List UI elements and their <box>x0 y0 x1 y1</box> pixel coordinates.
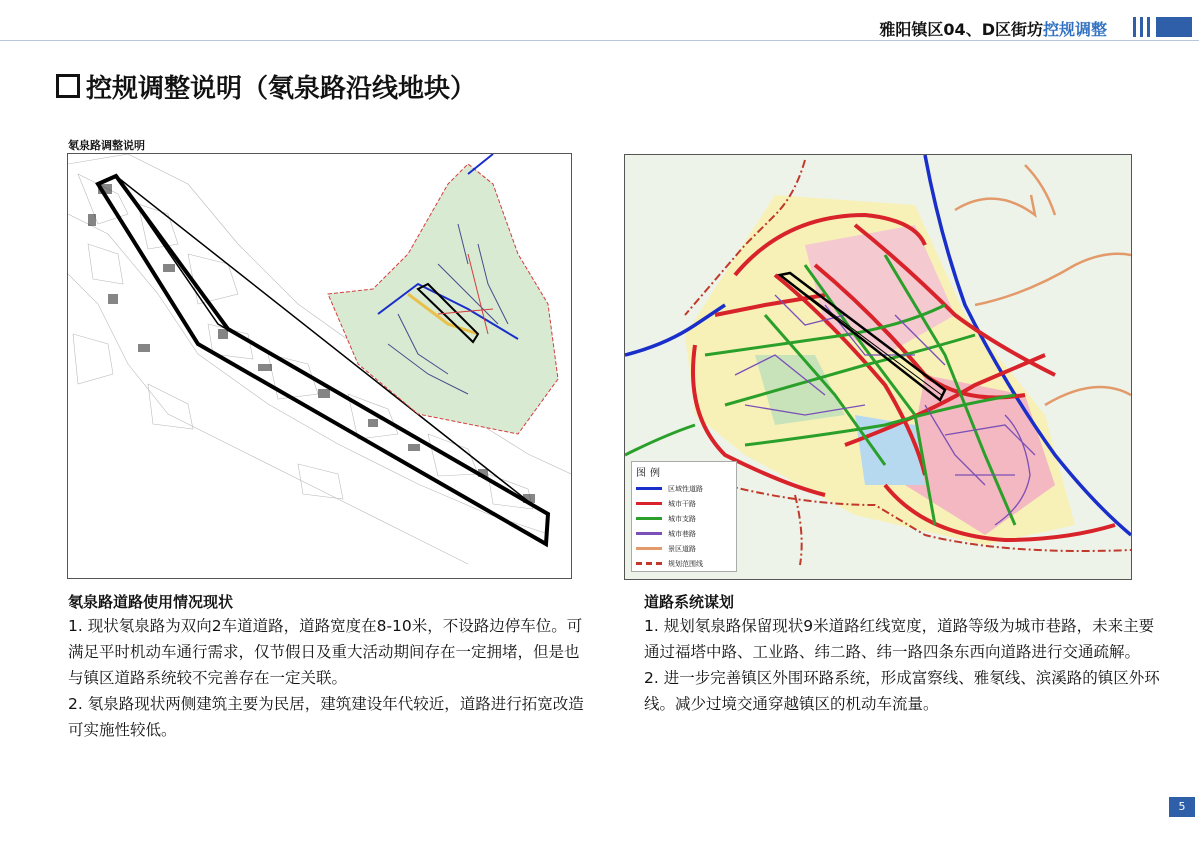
right-paragraph-1: 1. 规划氡泉路保留现状9米道路红线宽度，道路等级为城市巷路，未来主要通过福塔中路、工业路、纬二路、纬一路四条东西向道路进行交通疏解。 <box>644 617 1155 661</box>
left-section-heading: 氡泉路道路使用情况现状 <box>68 593 234 611</box>
right-section-heading: 道路系统谋划 <box>644 593 735 611</box>
left-paragraph-2: 2. 氡泉路现状两侧建筑主要为民居，建筑建设年代较近，道路进行拓宽改造可实施性较低。 <box>68 695 584 739</box>
header-title-main: 雅阳镇区04、D区街坊 <box>879 20 1043 39</box>
legend-item <box>632 496 736 511</box>
legend-label: 景区道路 <box>668 544 696 553</box>
legend-swatch-purple <box>636 532 662 535</box>
header-title <box>879 17 1107 40</box>
left-map <box>67 153 572 579</box>
right-map <box>624 154 1132 580</box>
header-block <box>1156 17 1192 37</box>
map-legend <box>631 461 737 572</box>
legend-title: 图例 <box>636 468 664 479</box>
page-title-text: 控规调整说明（氡泉路沿线地块） <box>86 74 477 104</box>
legend-label: 城市巷路 <box>668 529 696 538</box>
right-paragraph-2: 2. 进一步完善镇区外围环路系统，形成富察线、雅氡线、滨溪路的镇区外环线。减少过境交通穿越镇区的机动车流量。 <box>644 669 1160 713</box>
header-decoration <box>1133 17 1192 37</box>
legend-item <box>632 511 736 526</box>
legend-swatch-orange <box>636 547 662 550</box>
page-number: 5 <box>1169 797 1195 817</box>
header-title-accent: 控规调整 <box>1042 20 1107 39</box>
left-section <box>68 591 588 743</box>
legend-label: 城市支路 <box>668 514 696 523</box>
header-bar <box>1140 17 1143 37</box>
legend-label: 城市干路 <box>668 499 696 508</box>
left-map-drawing <box>68 154 571 578</box>
legend-swatch-dashed <box>636 562 662 565</box>
header-divider <box>0 40 1199 41</box>
legend-swatch-blue <box>636 487 662 490</box>
header-bar <box>1147 17 1150 37</box>
legend-swatch-green <box>636 517 662 520</box>
left-map-caption: 氡泉路调整说明 <box>68 139 145 152</box>
page-title <box>56 68 476 105</box>
legend-item <box>632 526 736 541</box>
legend-item <box>632 556 736 571</box>
legend-label: 区域性道路 <box>668 484 703 493</box>
legend-swatch-red <box>636 502 662 505</box>
header-bar <box>1133 17 1136 37</box>
title-box-icon <box>56 74 80 98</box>
legend-item <box>632 481 736 496</box>
right-section <box>644 591 1164 717</box>
left-paragraph-1: 1. 现状氡泉路为双向2车道道路，道路宽度在8-10米，不设路边停车位。可满足平时机动车通行需求，仅节假日及重大活动期间存在一定拥堵，但是也与镇区道路系统较不完善存在一定关联。 <box>68 617 583 687</box>
legend-label: 规划范围线 <box>668 559 703 568</box>
legend-item <box>632 541 736 556</box>
